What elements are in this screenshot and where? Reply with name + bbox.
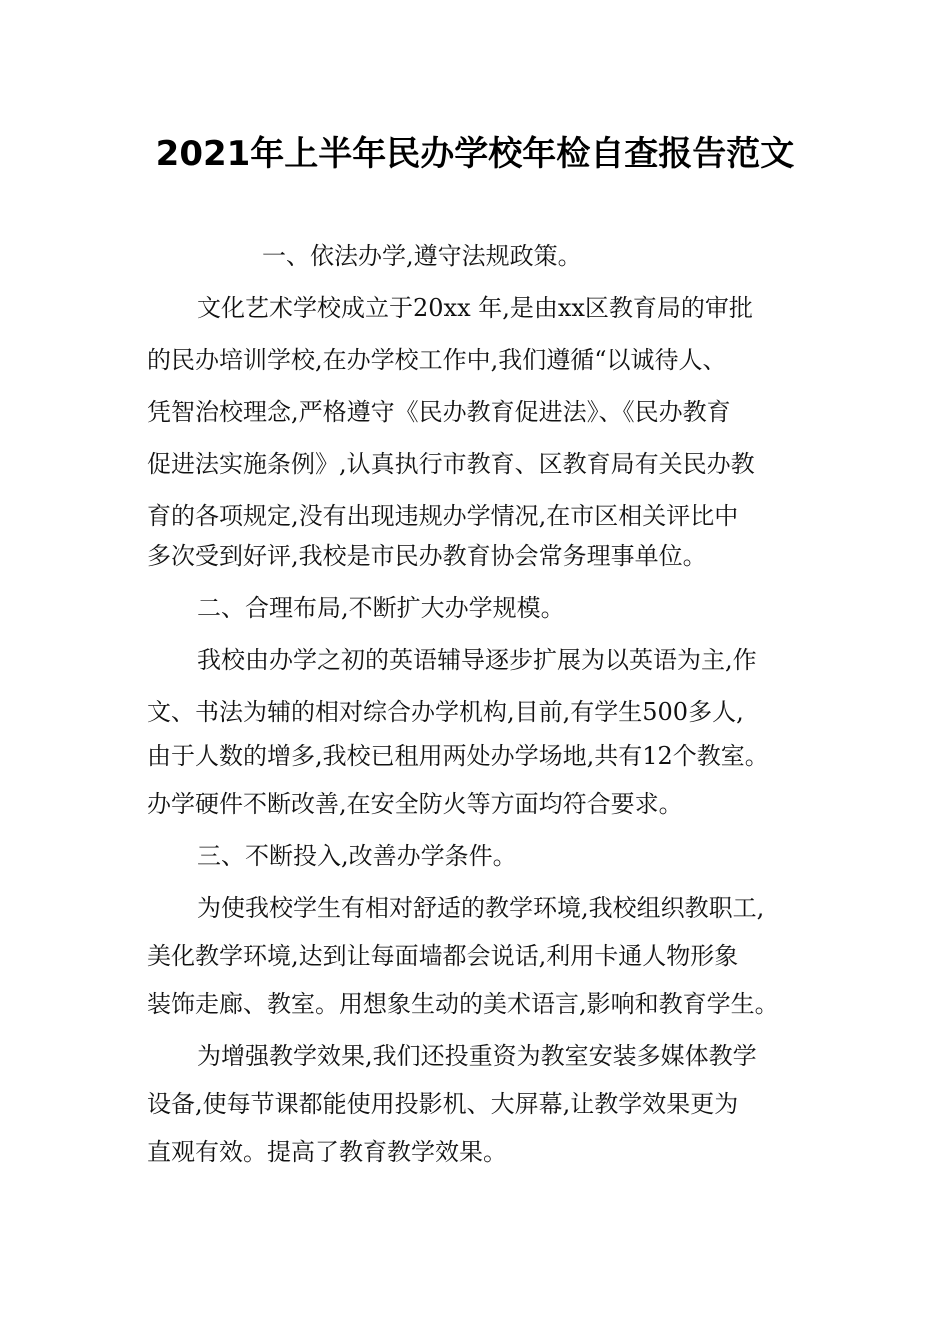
- paragraph-line: 的民办培训学校,在办学校工作中,我们遵循“以诚待人、: [147, 346, 727, 374]
- section-heading-3: 三、不断投入,改善办学条件。: [197, 842, 517, 870]
- paragraph-line: 直观有效。提高了教育教学效果。: [147, 1138, 507, 1166]
- section-heading-1: 一、依法办学,遵守法规政策。: [262, 242, 582, 270]
- paragraph-line: 我校由办学之初的英语辅导逐步扩展为以英语为主,作: [197, 646, 757, 674]
- paragraph-line: 凭智治校理念,严格遵守《民办教育促进法》、《民办教育: [147, 398, 731, 426]
- paragraph-line: 为使我校学生有相对舒适的教学环境,我校组织教职工,: [197, 894, 765, 922]
- document-title: 2021年上半年民办学校年检自查报告范文: [155, 134, 795, 174]
- paragraph-line: 多次受到好评,我校是市民办教育协会常务理事单位。: [147, 542, 707, 570]
- paragraph-line: 由于人数的增多,我校已租用两处办学场地,共有12个教室。: [147, 742, 769, 770]
- paragraph-line: 装饰走廊、教室。用想象生动的美术语言,影响和教育学生。: [147, 990, 779, 1018]
- paragraph-line: 设备,使每节课都能使用投影机、大屏幕,让教学效果更为: [147, 1090, 739, 1118]
- paragraph-line: 文化艺术学校成立于20xx 年,是由xx区教育局的审批: [197, 294, 753, 322]
- paragraph-line: 办学硬件不断改善,在安全防火等方面均符合要求。: [147, 790, 683, 818]
- paragraph-line: 促进法实施条例》,认真执行市教育、区教育局有关民办教: [147, 450, 755, 478]
- paragraph-line: 美化教学环境,达到让每面墙都会说话,利用卡通人物形象: [147, 942, 739, 970]
- paragraph-line: 为增强教学效果,我们还投重资为教室安装多媒体教学: [197, 1042, 757, 1070]
- section-heading-2: 二、合理布局,不断扩大办学规模。: [197, 594, 565, 622]
- paragraph-line: 文、书法为辅的相对综合办学机构,目前,有学生500多人,: [147, 698, 744, 726]
- paragraph-line: 育的各项规定,没有出现违规办学情况,在市区相关评比中: [147, 502, 739, 530]
